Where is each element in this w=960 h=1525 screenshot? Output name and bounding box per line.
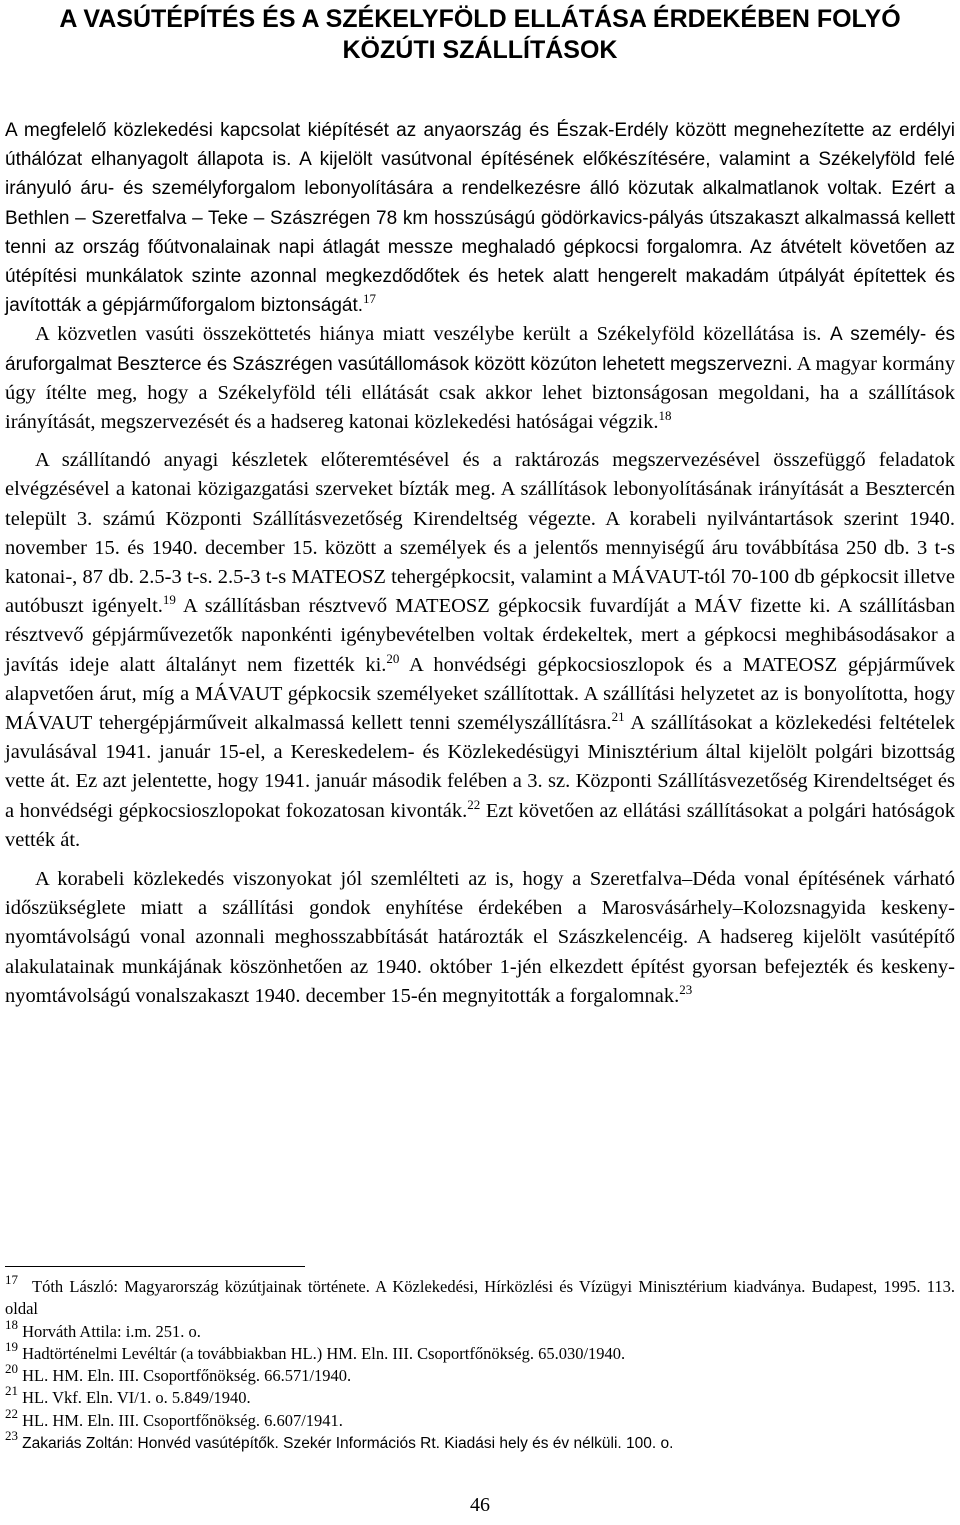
footnote-ref-21: 21 xyxy=(611,709,625,725)
footnote-number: 18 xyxy=(5,1316,18,1332)
title-line-1: A VASÚTÉPÍTÉS ÉS A SZÉKELYFÖLD ELLÁTÁSA ÉRDEKÉBEN FOLYÓ xyxy=(59,5,901,33)
footnote-ref-23: 23 xyxy=(679,981,693,997)
footnote-ref-20: 20 xyxy=(386,650,400,666)
footnote-text: Tóth László: Magyarország közútjainak története. A Közlekedési, Hírközlési és Vízügyi Minisztérium kiadványa. Budapest, 1995. 113. oldal xyxy=(5,1277,955,1319)
title-line-2: KÖZÚTI SZÁLLÍTÁSOK xyxy=(342,36,618,64)
footnote-number: 23 xyxy=(5,1428,18,1444)
footnote-ref-22: 22 xyxy=(467,796,481,812)
footnote-text: HL. Vkf. Eln. VI/1. o. 5.849/1940. xyxy=(22,1388,251,1408)
footnote-ref-18: 18 xyxy=(658,408,672,424)
footnote-text: HL. HM. Eln. III. Csoportfőnökség. 6.607/1941. xyxy=(22,1410,343,1430)
footnotes xyxy=(5,1272,955,1455)
paragraph-3-text-4: A szállításokat a közlekedési feltételek javulásával 1941. január 15-el, a Kereskedelem- és Közlekedésügyi Minisztérium által kijelölt polgári bizottság vette át. Ez azt jelentette, hogy 1941. január második felében a 3. sz. Központi Szállításvezetőség Kirendeltséget és a honvédségi gépkocsioszlopokat fokozatosan kivonták. xyxy=(5,712,955,822)
paragraph-4 xyxy=(5,865,955,1011)
footnote-18 xyxy=(5,1316,955,1343)
paragraph-3-text-1: A szállítandó anyagi készletek előteremtésével és a raktározás megszervezésével összefüggő feladatok elvégzésével a katonai közigazgatási szerveket bízták meg. A szállítások lebonyolításának irányítását a Besztercén települt 3. számú Központi Szállításvezetőség Kirendeltség végezte. A korabeli nyilvántartások szerint 1940. november 15. és 1940. december 15. között a személyek és a jelentős mennyiségű áru továbbítása 250 db. 3 t-s katonai-, 87 db. 2.5-3 t-s. 2.5-3 t-s MATEOSZ tehergépkocsit, valamint a MÁVAUT-tól 70-100 db gépkocsit illetve autóbuszt igényelt. xyxy=(5,449,955,618)
paragraph-1-text: A megfelelő közlekedési kapcsolat kiépítését az anyaország és Észak-Erdély között megnehezítette az erdélyi úthálózat elhanyagolt állapota is. A kijelölt vasútvonal építésének előkészítésére, valamint a Székelyföld felé irányuló áru- és személyforgalom lebonyolítására a rendelkezésre álló közutak alkalmatlanok voltak. Ezért a Bethlen – Szeretfalva – Teke – Szászrégen 78 km hosszúságú gödörkavics-pályás útszakaszt alkalmassá kellett tenni az ország főútvonalainak napi átlagát messze meghaladó gépkocsi forgalomra. Az átvételt követően az útépítési munkálatok szinte azonnal megkezdődőtek és hetek alatt hengerelt makadám útpályát építettek és javították a gépjárműforgalom biztonságát. xyxy=(5,120,955,317)
footnote-text: Horváth Attila: i.m. 251. o. xyxy=(22,1321,201,1341)
paragraph-2-text-a: A közvetlen vasúti összeköttetés hiánya miatt veszélybe került a Székelyföld közellátása is. xyxy=(35,323,822,346)
paragraph-3 xyxy=(5,446,955,855)
footnote-text: Zakariás Zoltán: Honvéd vasútépítők. Szekér Információs Rt. Kiadási hely és év nélküli. 100. o. xyxy=(22,1435,674,1453)
footnote-23 xyxy=(5,1428,955,1455)
footnote-number: 20 xyxy=(5,1361,18,1377)
body-text xyxy=(5,116,955,1011)
footnote-separator xyxy=(5,1266,305,1267)
paragraph-2-text-b: A magyar kormány úgy ítélte meg, hogy a Székelyföld téli ellátását csak akkor lehet biztonságosan megoldani, ha a szállítások irányítását, megszervezését és a hadsereg katonai közlekedési hatóságai végzik. xyxy=(5,352,956,434)
paragraph-3-text-5: Ezt követően az ellátási szállításokat a polgári hatóságok vették át. xyxy=(5,799,955,851)
footnote-22 xyxy=(5,1405,955,1432)
paragraph-3-text-2: A szállításban résztvevő MATEOSZ gépkocsik fuvardíját a MÁV fizette ki. A szállításban résztvevő gépjárművezetők naponkénti igénybevételben voltak érdekeltek, mert a gépkocsi meghibásodásakor a javítás ideje alatt általányt nem fizették ki. xyxy=(5,595,955,676)
paragraph-2 xyxy=(5,320,955,437)
footnote-20 xyxy=(5,1361,955,1387)
footnote-17 xyxy=(5,1272,955,1321)
footnote-text: Hadtörténelmi Levéltár (a továbbiakban HL.) HM. Eln. III. Csoportfőnökség. 65.030/1940. xyxy=(22,1343,626,1363)
footnote-number: 19 xyxy=(5,1338,18,1354)
page-title xyxy=(20,4,940,66)
paragraph-4-text: A korabeli közlekedés viszonyokat jól szemlélteti az is, hogy a Szeretfalva–Déda vonal építésének várható időszükséglete miatt a szállítási gondok enyhítése érdekében a Marosvásárhely–Kolozsnagyida keskeny-nyomtávolságú vonal azonnali meghosszabbítását határozták el Szászkelencéig. A hadsereg kijelölt vasútépítő alakulatainak munkájának köszönhetően az 1940. október 1-jén elkezdett építést gyorsan befejezték és keskeny-nyomtávolságú vonalszakaszt 1940. december 15-én megnyitották a forgalomnak. xyxy=(5,868,955,1007)
page-number: 46 xyxy=(470,1494,490,1516)
footnote-number: 22 xyxy=(5,1405,18,1421)
footnote-19 xyxy=(5,1338,955,1365)
paragraph-3-text-3: A honvédségi gépkocsioszlopok és a MATEOSZ gépjárművek alapvetően árut, míg a MÁVAUT gépkocsik személyeket szállítottak. A szállítási helyzetet az is bonyolította, hogy MÁVAUT tehergépjárműveit alkalmassá kellett tenni személyszállításra. xyxy=(5,653,955,735)
footnote-number: 21 xyxy=(5,1383,18,1399)
paragraph-2-text-sans: A személy- és áruforgalmat Beszterce és Szászrégen vasútállomások között közúton lehetett megszervezni. xyxy=(5,324,955,375)
footnote-ref-19: 19 xyxy=(162,592,176,608)
footnote-21 xyxy=(5,1383,955,1409)
footnote-text: HL. HM. Eln. III. Csoportfőnökség. 66.571/1940. xyxy=(22,1366,352,1386)
footnote-number: 17 xyxy=(5,1272,18,1287)
paragraph-1 xyxy=(5,116,955,320)
footnote-ref-17: 17 xyxy=(363,291,377,307)
